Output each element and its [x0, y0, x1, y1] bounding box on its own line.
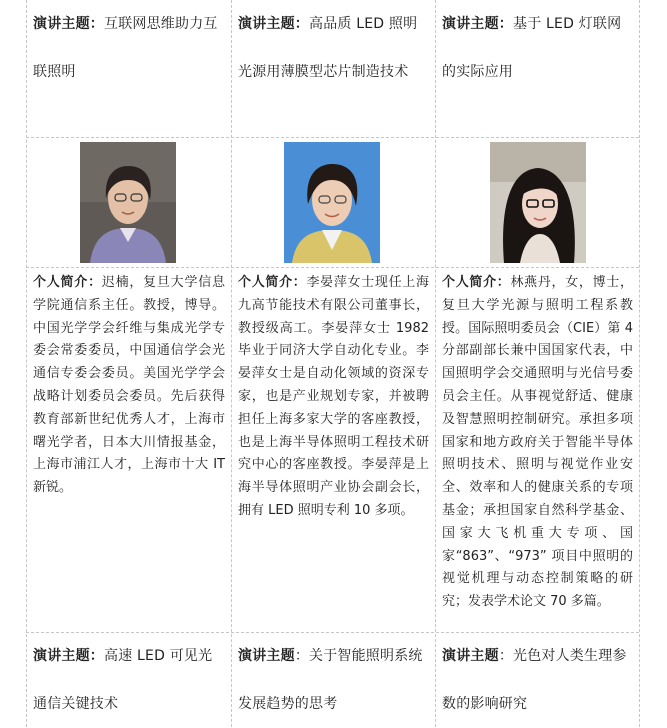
row-divider: [26, 137, 639, 138]
topic-text: ：光色对人类生理参数的影响研究: [442, 648, 627, 712]
bio-cell-1: [27, 272, 231, 500]
portrait-image: [490, 142, 586, 263]
topic-text: ：关于智能照明系统发展趋势的思考: [238, 648, 423, 712]
portrait-image: [80, 142, 176, 263]
portrait-image: [284, 142, 380, 263]
topic-cell-2: [232, 0, 435, 96]
topic-label: 演讲主题：: [238, 16, 309, 32]
bio-label: 个人简介：: [238, 275, 307, 290]
topic-label: 演讲主题：: [33, 648, 104, 664]
topic-text: 互联网思维助力互联照明: [33, 16, 218, 80]
topic-label: 演讲主题：: [33, 16, 104, 32]
topic-text: 基于 LED 灯联网的实际应用: [442, 16, 622, 80]
topic-label: 演讲主题: [238, 648, 295, 664]
bio-label: 个人简介：: [33, 275, 102, 290]
topic-cell-1: [27, 0, 231, 96]
bottom-topic-cell-1: [27, 632, 231, 728]
topic-text: 高品质 LED 照明光源用薄膜型芯片制造技术: [238, 16, 418, 80]
speaker-photo-2: [284, 142, 380, 263]
speaker-photo-3: [490, 142, 586, 263]
topic-label: 演讲主题：: [442, 16, 513, 32]
bio-label: 个人简介：: [442, 275, 511, 290]
row-divider: [26, 267, 639, 268]
topic-text: 高速 LED 可见光通信关键技术: [33, 648, 213, 712]
speaker-photo-1: [80, 142, 176, 263]
bio-text: 林燕丹，女，博士，复旦大学光源与照明工程系教授。国际照明委员会（CIE）第 4 分部副部长兼中国国家代表，中国照明学会交通照明与光信号委员会主任。从事视觉舒适、健康及智慧照明控制研究。承担多项国家和地方政府关于智能半导体照明技术、照明与视觉作业安全、效率和人的健康关系的专项基金；承担国家自然科学基金、国家大飞机重大专项、国家“863”、“973” 项目中照明的视觉机理与动态控制策略的研究；发表学术论文 70 多篇。: [442, 275, 633, 610]
topic-label: 演讲主题: [442, 648, 499, 664]
column-divider: [639, 0, 640, 727]
bio-text: 迟楠，复旦大学信息学院通信系主任。教授，博导。中国光学学会纤维与集成光学专委会常委委员，中国通信学会光通信专委会委员。美国光学学会战略计划委员会委员。先后获得教育部新世纪优秀人才，上海市曙光学者，日本大川情报基金，上海市浦江人才，上海市十大 IT 新锐。: [33, 275, 225, 496]
topic-cell-3: [436, 0, 639, 96]
bio-cell-3: [436, 272, 639, 614]
bottom-topic-cell-2: [232, 632, 435, 728]
bio-text: 李晏萍女士现任上海九高节能技术有限公司董事长，教授级高工。李晏萍女士 1982 毕业于同济大学自动化专业。李晏萍女士是自动化领域的资深专家，也是产业规划专家，并被聘担任上海多家大学的客座教授，也是上海半导体照明工程技术研究中心的客座教授。李晏萍是上海半导体照明产业协会副会长，拥有 LED 照明专利 10 多项。: [238, 275, 429, 518]
bottom-topic-cell-3: [436, 632, 639, 728]
bio-cell-2: [232, 272, 435, 523]
